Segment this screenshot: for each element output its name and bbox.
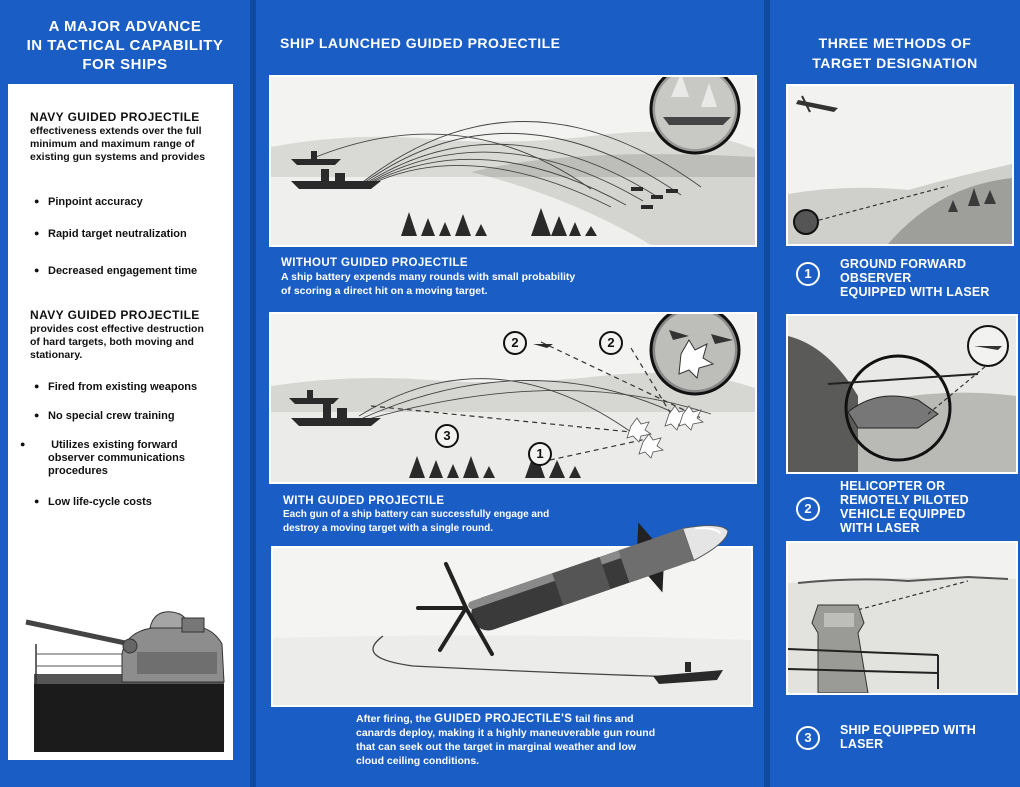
bullet-pinpoint-accuracy: ● Pinpoint accuracy bbox=[34, 195, 143, 209]
right-panel-title: THREE METHODS OF TARGET DESIGNATION bbox=[812, 35, 978, 71]
with-guided-caption: WITH GUIDED PROJECTILE Each gun of a ship battery can successfully engage and destroy a moving target with a single round. bbox=[283, 495, 550, 534]
bullet-forward-observer: ● Utilizes existing forward observer communications procedures bbox=[34, 438, 185, 478]
section2-heading: NAVY GUIDED PROJECTILE bbox=[30, 308, 200, 322]
method-1-label: GROUND FORWARD OBSERVER EQUIPPED WITH LASER bbox=[840, 257, 990, 299]
without-guided-illustration bbox=[269, 75, 757, 247]
bullet-rapid-neutralization: ● Rapid target neutralization bbox=[34, 227, 187, 241]
method-2-label: HELICOPTER OR REMOTELY PILOTED VEHICLE EQUIPPED WITH LASER bbox=[840, 479, 969, 535]
middle-panel bbox=[256, 0, 764, 787]
after-firing-caption: After firing, the GUIDED PROJECTILE'S tail fins and canards deploy, making it a highly maneuverable gun round that can seek out the target in marginal weather and low cloud ceiling conditions. bbox=[356, 713, 656, 767]
middle-panel-title: SHIP LAUNCHED GUIDED PROJECTILE bbox=[280, 35, 561, 51]
bullet-decreased-engagement: ● Decreased engagement time bbox=[34, 264, 197, 278]
helicopter-illustration bbox=[786, 314, 1018, 474]
without-guided-caption: WITHOUT GUIDED PROJECTILE A ship battery expends many rounds with small probability of scoring a direct hit on a moving target. bbox=[281, 257, 576, 297]
marker-1: 1 bbox=[528, 442, 552, 466]
bullet-low-cost: ● Low life-cycle costs bbox=[34, 495, 152, 509]
ground-observer-illustration bbox=[786, 84, 1014, 246]
section2-body: provides cost effective destruction of hard targets, both moving and stationary. bbox=[30, 323, 204, 361]
ship-laser-illustration bbox=[786, 541, 1018, 695]
left-panel bbox=[0, 0, 250, 787]
marker-2a: 2 bbox=[503, 331, 527, 355]
guided-projectile-drawing bbox=[406, 496, 746, 666]
with-guided-illustration bbox=[269, 312, 757, 484]
marker-3: 3 bbox=[435, 424, 459, 448]
section1-body: effectiveness extends over the full minimum and maximum range of existing gun systems and provides bbox=[30, 125, 206, 163]
right-panel bbox=[770, 0, 1020, 787]
marker-2b: 2 bbox=[599, 331, 623, 355]
left-content-card bbox=[8, 84, 233, 760]
left-panel-title: A MAJOR ADVANCE IN TACTICAL CAPABILITY FOR SHIPS bbox=[26, 18, 224, 73]
gun-turret-illustration bbox=[22, 604, 232, 754]
method-3-label: SHIP EQUIPPED WITH LASER bbox=[840, 723, 977, 751]
bullet-existing-weapons: ● Fired from existing weapons bbox=[34, 380, 197, 394]
method-2-number: 2 bbox=[796, 497, 820, 521]
method-1-number: 1 bbox=[796, 262, 820, 286]
bullet-no-crew-training: ● No special crew training bbox=[34, 409, 175, 423]
section1-heading: NAVY GUIDED PROJECTILE bbox=[30, 110, 200, 124]
method-3-number: 3 bbox=[796, 726, 820, 750]
